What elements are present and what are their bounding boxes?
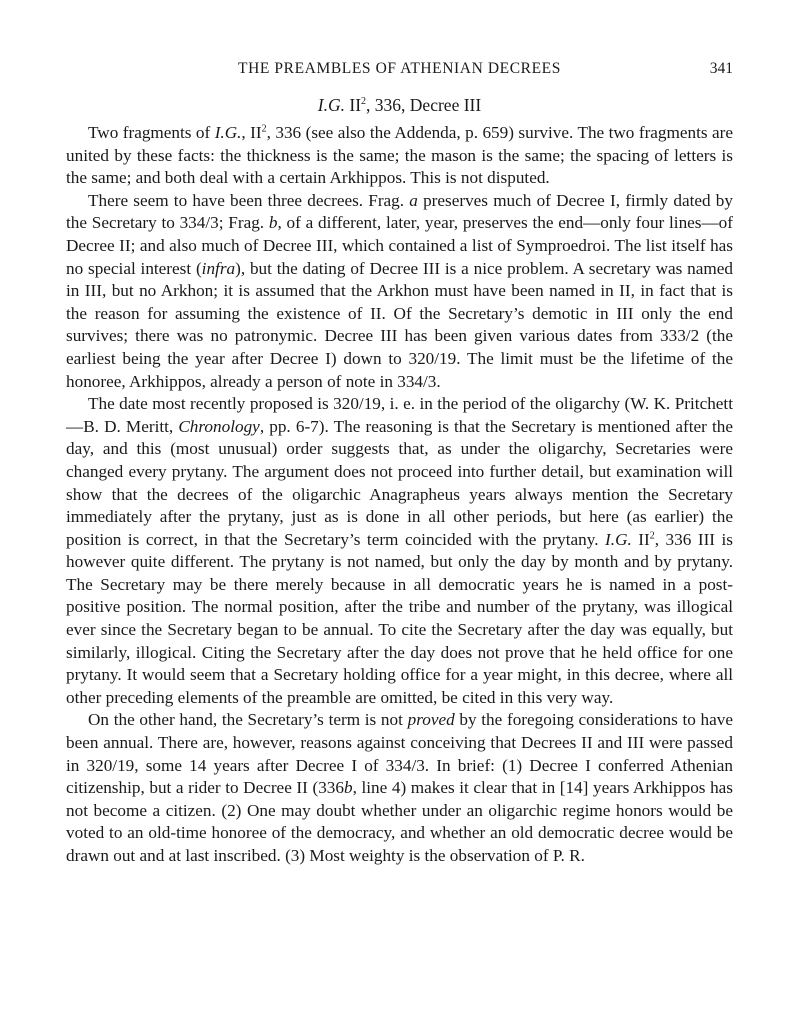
running-head bbox=[66, 56, 733, 84]
text-run: by the foregoing considerations to have been annual. There are, however, reasons against conceiving that Decrees II and III were passed in 320/19, some 14 years after Decree I of 334/3. In brief: (1) Decree I conferred Athenian citizenship, but a rider to Decree II (336 bbox=[66, 710, 733, 798]
section-heading-sup: 2 bbox=[361, 96, 367, 108]
paragraph-3 bbox=[66, 393, 733, 709]
text-run: On the other hand, the Secretary’s term is not bbox=[88, 710, 408, 730]
text-run: ), but the dating of Decree III is a nice problem. A secretary was named in III, but no Arkhon; it is assumed that the Arkhon must have been named in II, in fact that is the reason for assuming the existence of II. Of the Secretary’s demotic in III only the end survives; there was no patronymic. Decree III has been given various dates from 333/2 (the earliest being the year after Decree I) down to 320/19. The limit must be the lifetime of the honoree, Arkhippos, already a person of note in 334/3. bbox=[66, 258, 733, 391]
italic-run: infra bbox=[201, 258, 236, 278]
paragraph-2 bbox=[66, 190, 733, 393]
italic-run: Chronology bbox=[178, 416, 260, 436]
text-run: , pp. 6-7). The reasoning is that the Secretary is mentioned after the day, and this (most unusual) order suggests that, as under the oligarchy, Secretaries were changed every prytany. The argument does not proceed into further detail, but examination will show that the decrees of the oligarchic Anagrapheus years always mention the Secretary immediately after the prytany, just as is done in all other periods, but here (as earlier) the position is correct, in that the Secretary’s term coincided with the prytany. bbox=[66, 416, 733, 549]
text-run: preserves much of Decree I, firmly dated by the Secretary to 334/3; Frag. bbox=[66, 190, 733, 233]
italic-run: a bbox=[409, 190, 418, 210]
text-run: , of a different, later, year, preserves the end—only four lines—of Decree II; and also much of Decree III, which contained a list of Symproedroi. The list itself has no special interest ( bbox=[66, 213, 734, 278]
italic-run: b bbox=[343, 778, 353, 798]
section-heading-rest: , 336, Decree III bbox=[366, 95, 482, 115]
document-page bbox=[66, 56, 733, 868]
text-run: , line 4) makes it clear that in [14] years Arkhippos has not become a citizen. (2) One may doubt whether under an oligarchic regime honors would be voted to an old-time honoree of the democracy, and whether an old democratic decree would be drawn out and at last inscribed. (3) Most weighty is the observation of P. R. bbox=[66, 778, 733, 865]
text-run: , II bbox=[241, 123, 262, 142]
section-heading-ig: I.G. bbox=[317, 95, 346, 115]
italic-run: proved bbox=[407, 710, 455, 730]
text-run: The date most recently proposed is 320/19, i. e. in the period of the oligarchy (W. K. Pritchett—B. D. Meritt, bbox=[66, 394, 733, 436]
text-run: There seem to have been three decrees. Frag. bbox=[88, 190, 410, 210]
superscript-run: 2 bbox=[649, 529, 655, 541]
text-run: , 336 III is however quite different. The prytany is not named, but only the day by month and by prytany. The Secretary may be there merely because in all democratic years he is named in a post-positive position. The normal position, after the tribe and number of the prytany, was illogical ever since the Secretary began to be annual. To cite the Secretary after the day was equally, but similarly, illogical. Citing the Secretary after the day does not prove that he held office for one prytany. It would seem that a Secretary holding office for a year might, in this decree, where all other preceding elements of the preamble are omitted, be cited in this very way. bbox=[66, 529, 734, 707]
italic-run: I.G. bbox=[214, 123, 242, 142]
section-heading bbox=[66, 94, 733, 116]
running-title: THE PREAMBLES OF ATHENIAN DECREES bbox=[238, 60, 561, 77]
body-text bbox=[66, 122, 733, 868]
text-run: , 336 (see also the Addenda, p. 659) survive. The two fragments are united by these facts: the thickness is the same; the mason is the same; the spacing of letters is the same; and both deal with a certain Arkhippos. This is not disputed. bbox=[66, 123, 733, 188]
paragraph-1 bbox=[66, 122, 733, 190]
text-run: Two fragments of bbox=[88, 123, 215, 142]
page-number: 341 bbox=[709, 60, 733, 77]
paragraph-4 bbox=[66, 709, 733, 867]
italic-run: b bbox=[268, 213, 278, 233]
text-run: II bbox=[631, 529, 650, 549]
section-heading-roman: II bbox=[349, 95, 362, 115]
superscript-run: 2 bbox=[261, 123, 267, 135]
italic-run: I.G. bbox=[605, 529, 632, 549]
